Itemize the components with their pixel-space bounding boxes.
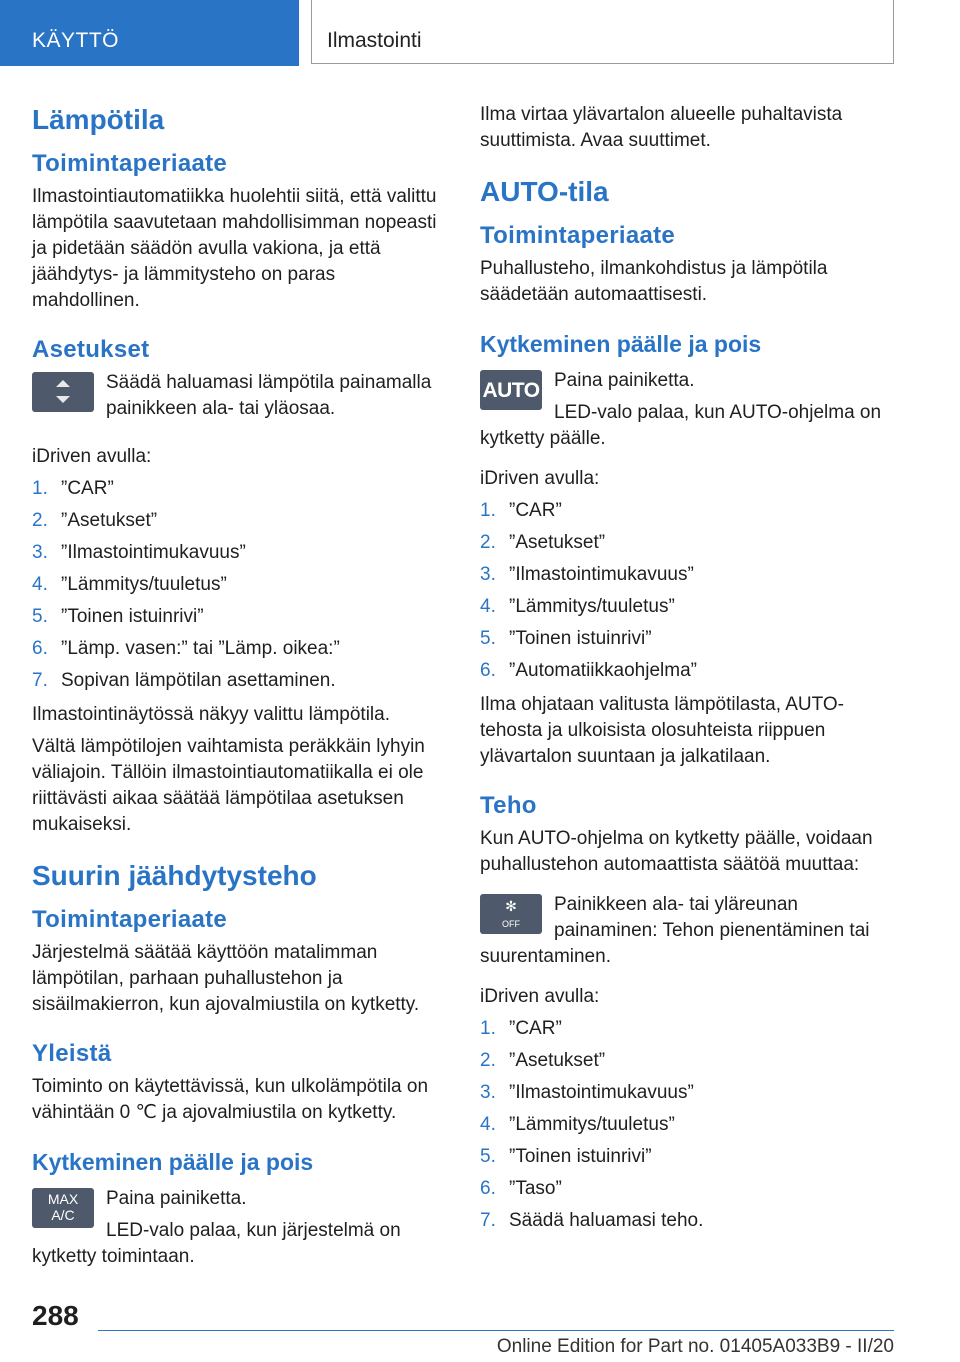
- idrive-label: iDriven avulla:: [32, 446, 152, 467]
- heading-auto: AUTO-tila: [480, 176, 609, 207]
- list-item: 2. ”Asetukset”: [480, 532, 606, 553]
- list-item: 6. ”Taso”: [480, 1178, 562, 1199]
- fan-button-description: [480, 892, 892, 970]
- section-tab: [0, 0, 299, 66]
- footer-rule: [98, 1330, 894, 1331]
- list-item: 7. Sopivan lämpötilan asettaminen.: [32, 670, 336, 691]
- list-item: 2. ”Asetukset”: [32, 510, 158, 531]
- heading-settings: Asetukset: [32, 336, 150, 363]
- page-number: 288: [32, 1300, 79, 1331]
- list-item: 4. ”Lämmitys/tuuletus”: [32, 574, 227, 595]
- auto-button-icon: AUTO: [480, 370, 542, 410]
- fan-text: Painikkeen ala- tai yläreunan painaminen: Tehon pienentäminen tai suurentaminen.: [480, 894, 870, 967]
- settings-text: Säädä haluamasi lämpötila painamalla painikkeen ala- tai yläosaa.: [106, 372, 432, 419]
- list-item: 1. ”CAR”: [480, 500, 562, 521]
- list-item: 6. ”Lämp. vasen:” tai ”Lämp. oikea:”: [32, 638, 340, 659]
- temp-button-description: [32, 370, 444, 430]
- section-label: KÄYTTÖ: [32, 29, 120, 52]
- list-item: 4. ”Lämmitys/tuuletus”: [480, 596, 675, 617]
- general-text: Toiminto on käytettävissä, kun ulkolämpötila on vähintään 0 ℃ ja ajovalmiustila on kytketty.: [32, 1076, 429, 1123]
- display-text: Ilmastointinäytössä näkyy valittu lämpötila.: [32, 704, 390, 725]
- auto-principle-text: Puhallusteho, ilmankohdistus ja lämpötila säädetään automaattisesti.: [480, 258, 828, 305]
- list-item: 7. Säädä haluamasi teho.: [480, 1210, 704, 1231]
- auto-button-description: [480, 368, 892, 452]
- arrow-down-icon: [56, 396, 70, 403]
- heading-power: Teho: [480, 792, 537, 819]
- list-item: 1. ”CAR”: [480, 1018, 562, 1039]
- steps-list-power: [480, 1016, 892, 1234]
- press-text-auto: Paina painiketta.: [554, 370, 695, 391]
- right-column: [480, 96, 892, 1242]
- led-text: LED-valo palaa, kun järjestelmä on kytketty toimintaan.: [32, 1220, 401, 1267]
- idrive-label-auto: iDriven avulla:: [480, 468, 600, 489]
- avoid-text: Vältä lämpötilojen vaihtamista peräkkäin lyhyin väliajoin. Tällöin ilmastointiautomatiikalla ei ole riittävästi aikaa säätää lämpötilaa asetuksen mukaiseksi.: [32, 736, 425, 835]
- list-item: 6. ”Automatiikkaohjelma”: [480, 660, 697, 681]
- maxac-button-description: [32, 1186, 444, 1270]
- arrow-up-icon: [56, 380, 70, 387]
- idrive-label-power: iDriven avulla:: [480, 986, 600, 1007]
- left-column: [32, 96, 444, 1284]
- principle-text: Ilmastointiautomatiikka huolehtii siitä, että valittu lämpötila saavutetaan mahdollisimman nopeasti ja pidetään säädön avulla vakiona, ja että jäähdytys- ja lämmitysteho on paras mahdollinen.: [32, 186, 437, 311]
- list-item: 1. ”CAR”: [32, 478, 114, 499]
- steps-list-auto: [480, 498, 892, 684]
- list-item: 3. ”Ilmastointimukavuus”: [480, 1082, 694, 1103]
- press-text: Paina painiketta.: [106, 1188, 247, 1209]
- list-item: 5. ”Toinen istuinrivi”: [480, 1146, 652, 1167]
- heading-temperature: Lämpötila: [32, 104, 165, 135]
- list-item: 3. ”Ilmastointimukavuus”: [480, 564, 694, 585]
- temperature-rocker-icon: [32, 372, 94, 412]
- list-item: 4. ”Lämmitys/tuuletus”: [480, 1114, 675, 1135]
- heading-on-off-auto: Kytkeminen päälle ja pois: [480, 331, 762, 357]
- air-text: Ilma virtaa ylävartalon alueelle puhaltavista suuttimista. Avaa suuttimet.: [480, 104, 843, 151]
- steps-list-temperature: [32, 476, 444, 694]
- fan-icon: ✻: [505, 898, 517, 914]
- list-item: 5. ”Toinen istuinrivi”: [32, 606, 204, 627]
- power-text: Kun AUTO-ohjelma on kytketty päälle, voidaan puhallustehon automaattista säätöä muuttaa:: [480, 828, 873, 875]
- principle-text-2: Järjestelmä säätää käyttöön matalimman lämpötilan, parhaan puhallustehon ja sisäilmakierron, kun ajovalmiustila on kytketty.: [32, 942, 420, 1015]
- heading-max-cooling: Suurin jäähdytysteho: [32, 860, 317, 891]
- list-item: 3. ”Ilmastointimukavuus”: [32, 542, 246, 563]
- led-text-auto: LED-valo palaa, kun AUTO-ohjelma on kytketty päälle.: [480, 402, 882, 449]
- max-ac-icon: MAX A/C: [32, 1188, 94, 1228]
- chapter-tab: [311, 0, 894, 64]
- list-item: 2. ”Asetukset”: [480, 1050, 606, 1071]
- edition-text: Online Edition for Part no. 01405A033B9 - II/20: [496, 1336, 894, 1357]
- heading-on-off: Kytkeminen päälle ja pois: [32, 1149, 314, 1175]
- air-text-2: Ilma ohjataan valitusta lämpötilasta, AUTO-tehosta ja ulkoisista olosuhteista riippuen ylävartalon suuntaan ja jalkatilaan.: [480, 694, 844, 767]
- list-item: 5. ”Toinen istuinrivi”: [480, 628, 652, 649]
- heading-principle: Toimintaperiaate: [32, 150, 228, 177]
- fan-off-icon: ✻ OFF: [480, 894, 542, 934]
- heading-general: Yleistä: [32, 1040, 112, 1067]
- chapter-label: Ilmastointi: [327, 29, 422, 52]
- heading-principle-2: Toimintaperiaate: [32, 906, 228, 933]
- heading-principle-auto: Toimintaperiaate: [480, 222, 676, 249]
